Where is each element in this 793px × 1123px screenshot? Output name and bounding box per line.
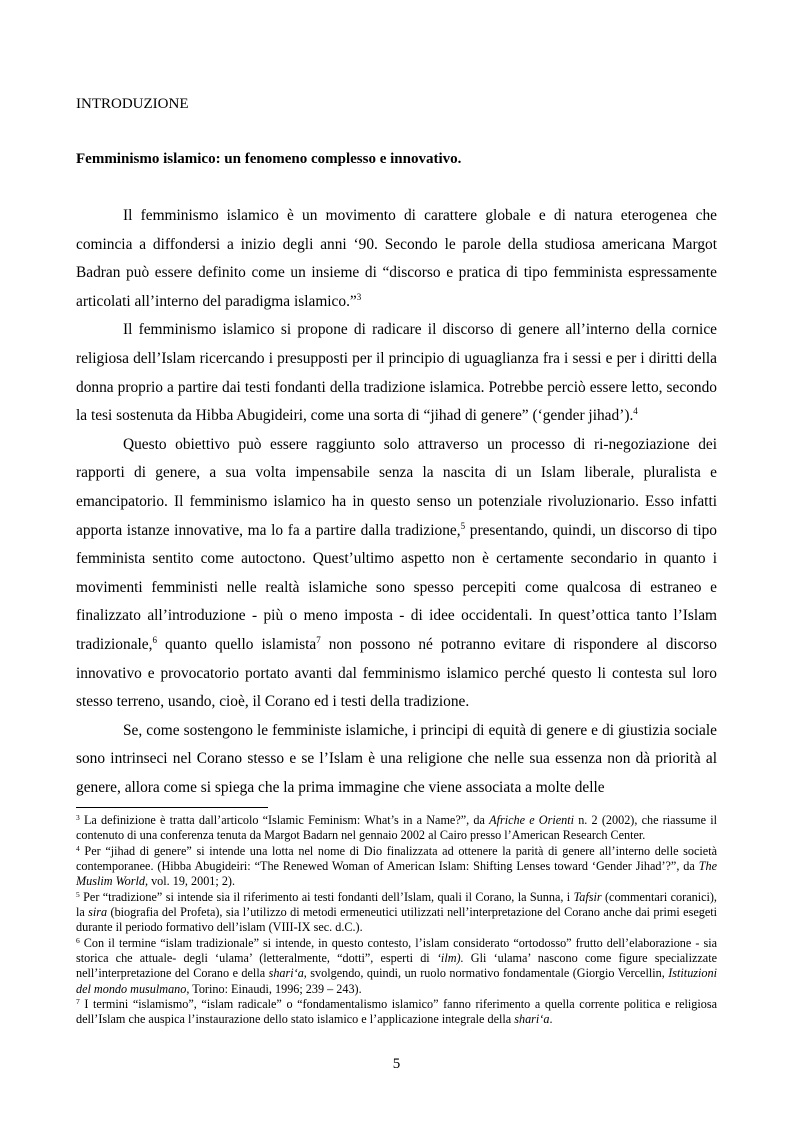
body-text <box>76 202 717 802</box>
footnote-text: , svolgendo, quindi, un ruolo normativo fondamentale (Giorgio Vercellin, <box>303 966 669 981</box>
footnote-text: , Torino: Einaudi, 1996; 239 – 243). <box>186 981 362 996</box>
paragraph-text: non possono né potranno evitare di rispondere al discorso innovativo e provocatorio portato avanti dal femminismo islamico perché questo li contesta sul loro stesso terreno, usando, cioè, il Corano ed i testi della tradizione. <box>76 635 717 711</box>
footnote-ref-7: 7 <box>316 634 321 645</box>
footnote-italic: Istituzioni del mondo musulmano <box>76 966 717 996</box>
footnote-ref-5: 5 <box>460 520 466 531</box>
paragraph-4 <box>76 717 717 803</box>
footnote-text: Gli ‘ulama’ nascono come figure specializzate nell’interpretazione del Corano e della <box>76 951 717 981</box>
footnote-7 <box>76 997 717 1028</box>
paragraph-text: presentando, quindi, un discorso di tipo femminista sentito come autoctono. Quest’ultimo aspetto non è certamente secondario in quanto i movimenti femministi nelle realtà islamiche sono spesso percepiti come qualcosa di estraneo e finalizzato all’introduzione - più o meno imposta - di idee occidentali. In quest’ottica tanto l’Islam tradizionale, <box>76 521 718 653</box>
footnote-number: 4 <box>76 843 80 853</box>
footnote-text: (biografia del Profeta), sia l’utilizzo di metodi ermeneutici utilizzati nell’interpretazione del Corano anche dai primi esegeti durante il periodo formativo dell’islam (VIII-IX sec. d.C.). <box>76 905 717 935</box>
footnote-text: . <box>549 1012 553 1027</box>
footnote-text: n. 2 (2002), che riassume il contenuto di una conferenza tenuta da Margot Badarn nel gennaio 2002 al Cairo presso l’American Research Center. <box>76 813 717 843</box>
paragraph-text: Il femminismo islamico si propone di radicare il discorso di genere all’interno della cornice religiosa dell’Islam ricercando i presupposti per il principio di uguaglianza fra i sessi e per i diritti della donna proprio a partire dai testi fondanti della tradizione islamica. Potrebbe perciò essere letto, secondo la tesi sostenuta da Hibba Abugideiri, come una sorta di “jihad di genere” (‘gender jihad’). <box>76 321 717 425</box>
footnote-4 <box>76 844 717 890</box>
footnote-ref-6: 6 <box>152 634 157 645</box>
paragraph-text: quanto quello islamista <box>157 635 317 653</box>
paragraph-text: Il femminismo islamico è un movimento di carattere globale e di natura eterogenea che comincia a diffondersi a inizio degli anni ‘90. Secondo le parole della studiosa americana Margot Badran può essere definito come un insieme di “discorso e pratica di tipo femminista espressamente articolati all’interno del paradigma islamico.” <box>76 207 717 310</box>
footnote-text: (commentari coranici), la <box>76 889 717 920</box>
footnote-6 <box>76 936 717 997</box>
footnote-text: Per “tradizione” si intende sia il riferimento ai testi fondanti dell’Islam, quali il Corano, la Sunna, i <box>79 889 574 904</box>
footnote-number: 6 <box>76 935 80 945</box>
paragraph-1 <box>76 202 717 316</box>
footnote-ref-3: 3 <box>356 291 362 302</box>
footnote-number: 7 <box>76 997 80 1007</box>
footnote-italic: Tafsir <box>573 889 602 904</box>
paragraph-3 <box>76 431 717 717</box>
footnote-text: , vol. 19, 2001; 2). <box>144 874 236 889</box>
footnote-number: 5 <box>76 889 80 899</box>
page-number: 5 <box>392 1056 401 1072</box>
footnote-number: 3 <box>76 813 80 822</box>
paragraph-2 <box>76 316 717 430</box>
footnotes <box>76 813 717 1028</box>
footnote-text: La definizione è tratta dall’articolo “Islamic Feminism: What’s in a Name?”, da <box>79 813 490 827</box>
footnote-ref-4: 4 <box>633 406 638 417</box>
footnote-text: Per “jihad di genere” si intende una lotta nel nome di Dio finalizzata ad ottenere la parità di genere all’interno delle società contemporanee. (Hibba Abugideiri: “The Renewed Woman of American Islam: Shifting Lenses toward ‘Gender Jihad’?”, da <box>76 843 717 874</box>
footnote-text: Con il termine “islam tradizionale” si intende, in questo contesto, l’islam considerato “ortodosso” frutto dell’elaborazione - sia storica che attuale- degli ‘ulama’ (letteralmente, “dotti”, esperti di <box>76 935 717 966</box>
footnote-text: I termini “islamismo”, “islam radicale” o “fondamentalismo islamico” fanno riferimento a quella corrente politica e religiosa dell’Islam che auspica l’instaurazione dello stato islamico e l’applicazione integrale della <box>76 997 717 1027</box>
footnote-italic: The Muslim World <box>76 859 717 889</box>
chapter-title: Femminismo islamico: un fenomeno complesso e innovativo. <box>76 151 462 167</box>
footnote-separator <box>76 807 268 808</box>
footnote-italic: shari‘a <box>514 1012 550 1027</box>
section-heading: INTRODUZIONE <box>76 96 189 112</box>
paragraph-text: Se, come sostengono le femministe islamiche, i principi di equità di genere e di giustizia sociale sono intrinseci nel Corano stesso e se l’Islam è una religione che nelle sua essenza non dà priorità al genere, allora come si spiega che la prima immagine che viene associata a molte delle <box>76 721 717 796</box>
footnote-italic: Afriche e Orienti <box>489 813 575 827</box>
footnote-italic: shari‘a <box>268 966 304 981</box>
footnote-italic: sira <box>88 905 108 920</box>
paragraph-text: Questo obiettivo può essere raggiunto solo attraverso un processo di ri-negoziazione dei rapporti di genere, a sua volta impensabile senza la nascita di un Islam liberale, pluralista e emancipatorio. Il femminismo islamico ha in questo senso un potenziale rivoluzionario. Esso infatti apporta istanze innovative, ma lo fa a partire dalla tradizione, <box>76 435 717 539</box>
footnote-3 <box>76 813 717 844</box>
footnote-italic: ‘ilm). <box>436 951 464 966</box>
footnote-5 <box>76 890 717 936</box>
